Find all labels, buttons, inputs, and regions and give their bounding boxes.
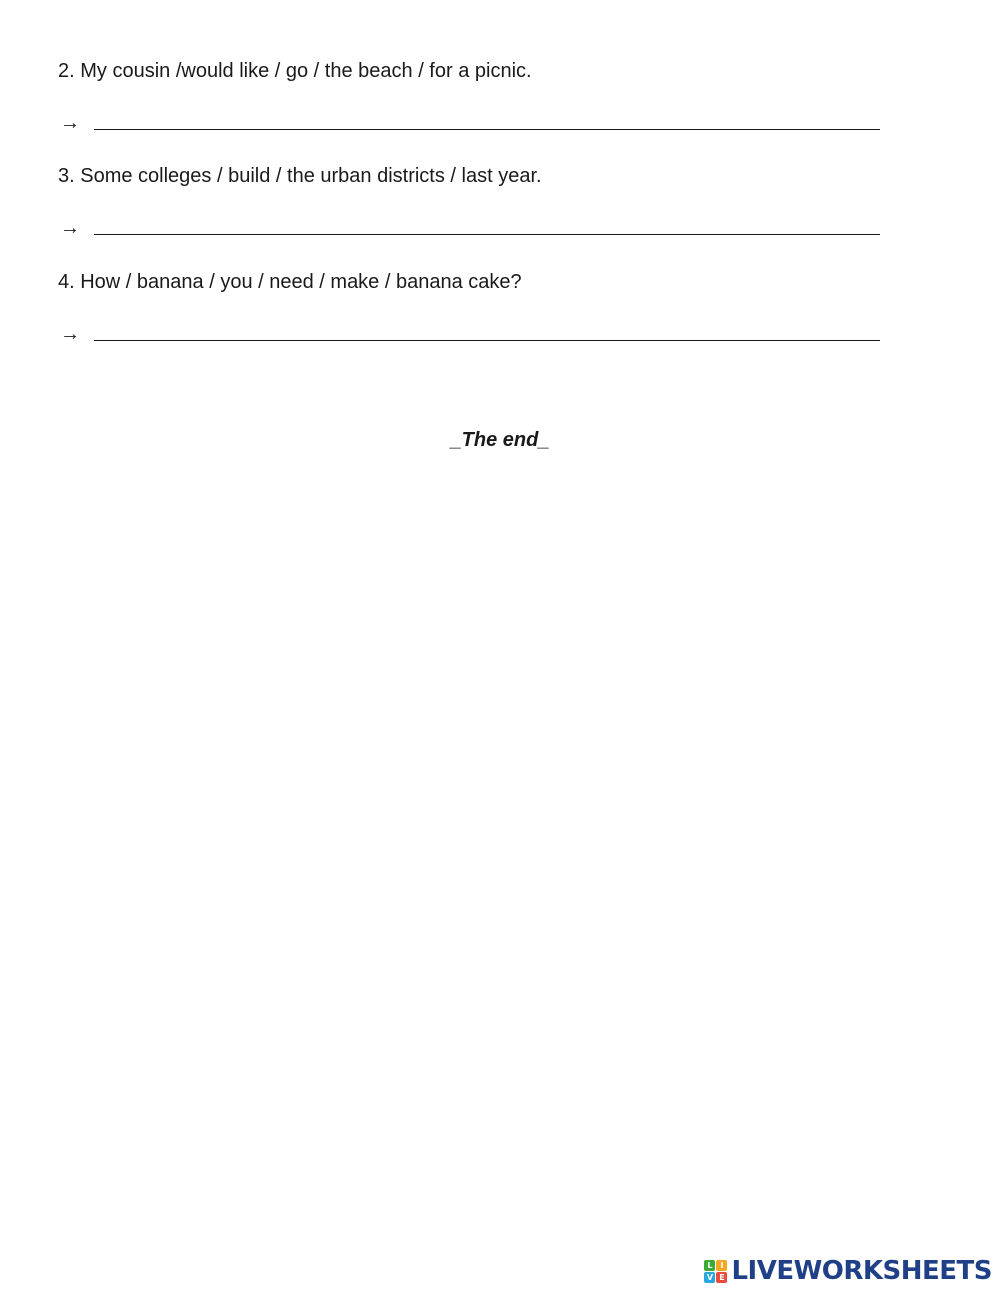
the-end-label: _The end_ [450,429,550,451]
liveworksheets-logo [704,1255,992,1287]
logo-block-l: L [704,1260,715,1271]
exercise-4-prompt: 4. How / banana / you / need / make / banana cake? [58,271,522,293]
arrow-right-icon: → [60,112,80,134]
arrow-right-icon: → [60,217,80,239]
exercise-4-answer-blank[interactable] [94,340,880,341]
exercise-2-answer-row [58,111,888,139]
brand-name: LIVEWORKSHEETS [731,1256,992,1286]
exercise-2-answer-blank[interactable] [94,129,880,130]
exercise-3-prompt: 3. Some colleges / build / the urban districts / last year. [58,165,542,187]
exercise-4-answer-row [58,322,888,350]
arrow-right-icon: → [60,323,80,345]
logo-blocks-icon [704,1260,727,1283]
exercise-2-prompt: 2. My cousin /would like / go / the beach / for a picnic. [58,60,532,82]
logo-block-v: V [704,1272,715,1283]
logo-block-e: E [716,1272,727,1283]
exercise-3-answer-row [58,216,888,244]
exercise-3-answer-blank[interactable] [94,234,880,235]
logo-block-i: I [716,1260,727,1271]
